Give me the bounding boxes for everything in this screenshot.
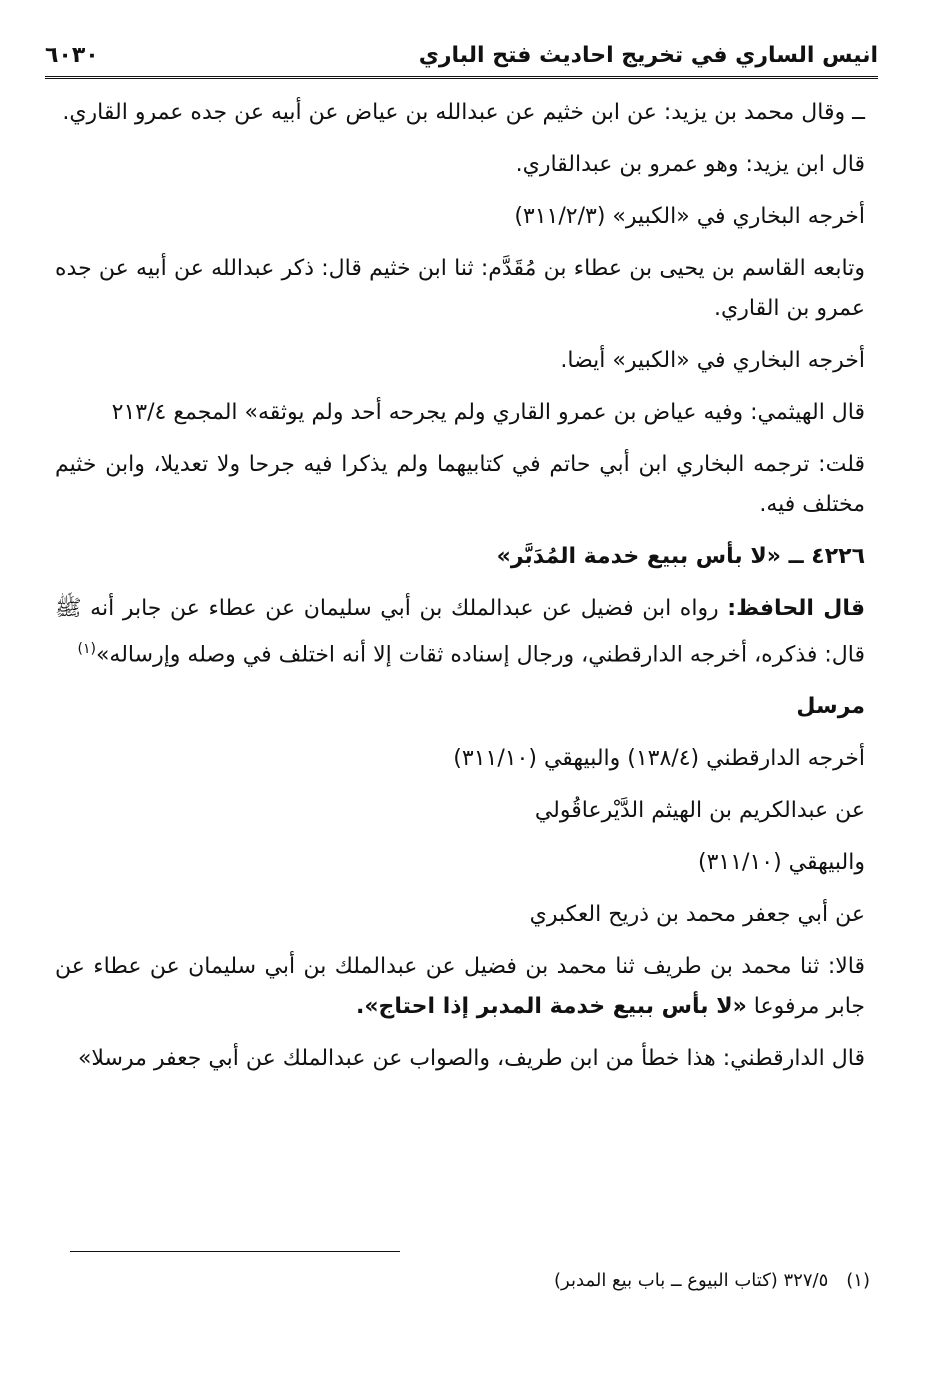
paragraph-1: ــ وقال محمد بن يزيد: عن ابن خثيم عن عبدالله بن عياض عن أبيه عن جده عمرو القاري.	[62, 100, 865, 125]
paragraph-14	[55, 947, 865, 1027]
verdict-label: مرسل	[796, 694, 865, 720]
chain-text: قالا: ثنا محمد بن طريف ثنا محمد بن فضيل عن عبدالملك بن أبي سليمان عن عطاء عن جابر مرفوعا	[55, 954, 865, 1020]
paragraph-13: عن أبي جعفر محمد بن ذريح العكبري	[529, 902, 865, 928]
hadith-heading: ٤٢٢٦ ــ «لا بأس ببيع خدمة المُدَبَّر»	[496, 544, 865, 569]
paragraph-15: قال الدارقطني: هذا خطأ من ابن طريف، والصواب عن عبدالملك عن أبي جعفر مرسلا»	[77, 1046, 865, 1072]
page-header	[45, 28, 878, 79]
paragraph-11: عن عبدالكريم بن الهيثم الدَّيْرعاقُولي	[534, 798, 865, 824]
paragraph-3: أخرجه البخاري في «الكبير» (٣١١/٢/٣)	[514, 204, 865, 229]
footnote	[55, 1266, 870, 1296]
paragraph-6: قال الهيثمي: وفيه عياض بن عمرو القاري ولم يجرحه أحد ولم يوثقه» المجمع ٢١٣/٤	[111, 400, 865, 425]
footnote-text: ٣٢٧/٥ (كتاب البيوع ــ باب بيع المدبر)	[554, 1270, 829, 1291]
hafiz-lead: قال الحافظ:	[727, 596, 866, 621]
paragraph-10: أخرجه الدارقطني (١٣٨/٤) والبيهقي (٣١١/١٠)	[453, 746, 865, 772]
hadith-quote: «لا بأس ببيع خدمة المدبر إذا احتاج».	[355, 994, 747, 1020]
paragraph-7: قلت: ترجمه البخاري ابن أبي حاتم في كتابيهما ولم يذكرا فيه جرحا ولا تعديلا، وابن خثيم مختلف فيه.	[55, 452, 865, 517]
main-text	[55, 93, 865, 1091]
footnote-divider	[70, 1251, 400, 1252]
running-title: انيس الساري في تخريج احاديث فتح الباري	[418, 42, 878, 68]
page-number: ٦٠٣٠	[45, 42, 99, 68]
paragraph-4: وتابعه القاسم بن يحيى بن عطاء بن مُقَدَّم: ثنا ابن خثيم قال: ذكر عبدالله عن أبيه عن جده عمرو بن القاري.	[55, 256, 865, 321]
footnote-marker: (١)	[846, 1270, 870, 1291]
paragraph-5: أخرجه البخاري في «الكبير» أيضا.	[560, 348, 865, 373]
footnote-reference: (١)	[77, 641, 96, 657]
paragraph-hafiz	[55, 589, 865, 675]
paragraph-12: والبيهقي (٣١١/١٠)	[698, 850, 865, 876]
hafiz-text: رواه ابن فضيل عن عبدالملك بن أبي سليمان عن عطاء عن جابر أنه ﷺ قال: فذكره، أخرجه الدارقطني، ورجال إسناده ثقات إلا أنه اختلف في وصله وإرساله»	[55, 596, 865, 668]
paragraph-2: قال ابن يزيد: وهو عمرو بن عبدالقاري.	[515, 152, 865, 177]
